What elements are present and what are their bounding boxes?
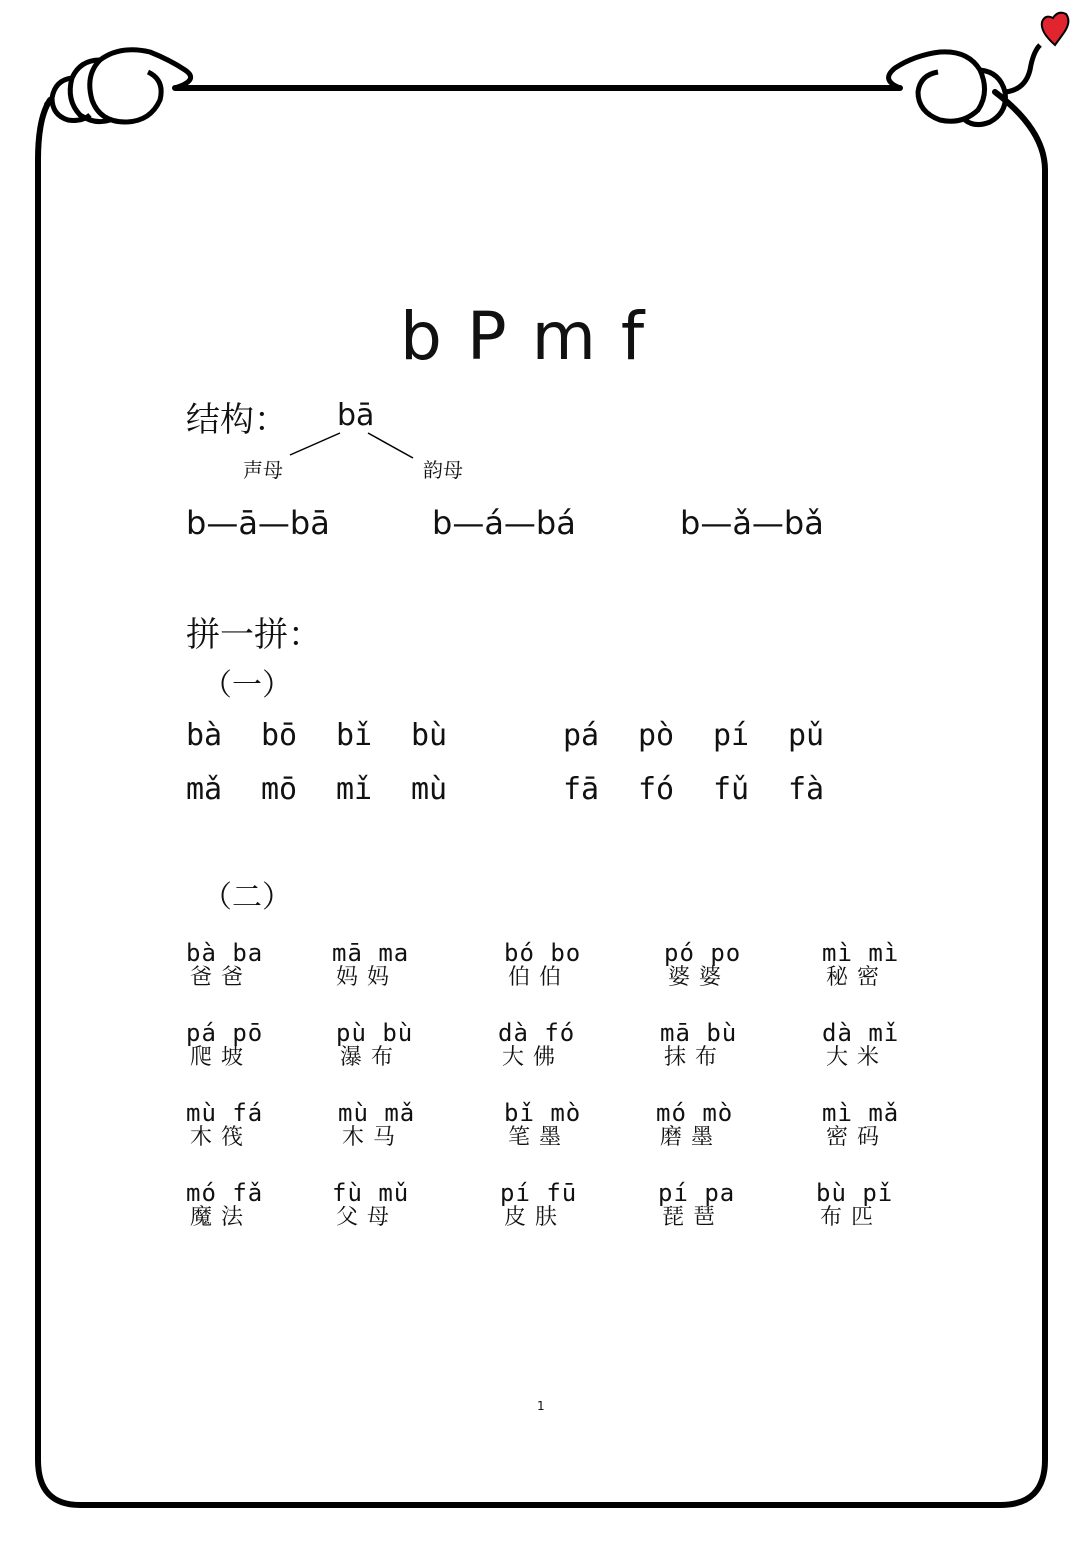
word-card — [186, 1180, 306, 1230]
word-pinyin: dà fó — [498, 1019, 576, 1047]
syllable: pò — [638, 718, 675, 753]
word-pinyin: mā ma — [332, 939, 410, 967]
syllable: pí — [713, 718, 750, 753]
word-hanzi: 木 马 — [342, 1125, 396, 1150]
word-card — [336, 1020, 456, 1070]
word-card — [186, 1020, 306, 1070]
word-hanzi: 磨 墨 — [660, 1125, 714, 1150]
word-hanzi: 大 佛 — [502, 1045, 556, 1070]
word-hanzi: 抹 布 — [664, 1045, 718, 1070]
curl-left-icon — [46, 50, 190, 122]
word-hanzi: 大 米 — [826, 1045, 880, 1070]
word-card — [822, 940, 942, 990]
word-pinyin: mì mì — [822, 939, 900, 967]
word-hanzi: 伯 伯 — [508, 965, 562, 990]
word-pinyin: mā bù — [660, 1019, 738, 1047]
practice-heading: 拼一拼： — [186, 615, 322, 655]
word-hanzi: 笔 墨 — [508, 1125, 562, 1150]
syllable: fā — [563, 772, 600, 807]
combo-1: b—ā—bā — [186, 504, 330, 542]
word-hanzi: 木 筏 — [190, 1125, 244, 1150]
word-hanzi: 布 匹 — [820, 1205, 874, 1230]
syllable: mō — [261, 772, 298, 807]
syllable: bà — [186, 718, 223, 753]
word-pinyin: pá pō — [186, 1019, 264, 1047]
section-two-label: （二） — [202, 880, 292, 915]
syllable: bǐ — [336, 718, 373, 753]
word-pinyin: bù pǐ — [816, 1179, 894, 1207]
word-pinyin: mó fǎ — [186, 1179, 264, 1207]
page-number: 1 — [537, 1399, 545, 1413]
word-pinyin: dà mǐ — [822, 1019, 900, 1047]
word-pinyin: mì mǎ — [822, 1099, 900, 1127]
word-pinyin: mù mǎ — [338, 1099, 416, 1127]
structure-syllable: bā — [337, 398, 375, 433]
word-card — [816, 1180, 936, 1230]
word-pinyin: mù fá — [186, 1099, 264, 1127]
word-card — [186, 940, 306, 990]
word-card — [332, 940, 452, 990]
word-card — [822, 1100, 942, 1150]
word-card — [658, 1180, 778, 1230]
heart-icon — [1042, 13, 1069, 45]
word-card — [500, 1180, 620, 1230]
final-label: 韵母 — [423, 458, 463, 482]
word-hanzi: 爬 坡 — [190, 1045, 244, 1070]
word-card — [822, 1020, 942, 1070]
word-hanzi: 魔 法 — [190, 1205, 244, 1230]
structure-label: 结构： — [186, 400, 288, 440]
word-card — [504, 940, 624, 990]
struct-line-left — [290, 433, 340, 455]
syllable: mǐ — [336, 772, 373, 807]
struct-line-right — [368, 433, 413, 458]
word-card — [504, 1100, 624, 1150]
word-hanzi: 婆 婆 — [668, 965, 722, 990]
word-hanzi: 密 码 — [826, 1125, 880, 1150]
syllable: mù — [411, 772, 448, 807]
page-title: b P m f — [400, 298, 647, 375]
syllable: fó — [638, 772, 675, 807]
word-hanzi: 琵 琶 — [662, 1205, 716, 1230]
combo-2: b—á—bá — [432, 504, 576, 542]
word-card — [332, 1180, 452, 1230]
word-pinyin: pù bù — [336, 1019, 414, 1047]
word-card — [186, 1100, 306, 1150]
syllable: bù — [411, 718, 448, 753]
combo-3: b—ǎ—bǎ — [680, 504, 824, 542]
word-card — [498, 1020, 618, 1070]
syllable: pǔ — [788, 718, 825, 753]
word-hanzi: 秘 密 — [826, 965, 880, 990]
word-card — [660, 1020, 780, 1070]
initial-label: 声母 — [243, 458, 283, 482]
word-pinyin: bà ba — [186, 939, 264, 967]
syllable: mǎ — [186, 772, 223, 807]
word-pinyin: pí fū — [500, 1179, 578, 1207]
word-pinyin: fù mǔ — [332, 1179, 410, 1207]
section-one-label: （一） — [202, 668, 292, 703]
word-hanzi: 皮 肤 — [504, 1205, 558, 1230]
word-hanzi: 爸 爸 — [190, 965, 244, 990]
word-hanzi: 父 母 — [336, 1205, 390, 1230]
word-pinyin: bó bo — [504, 939, 582, 967]
syllable: fǔ — [713, 772, 750, 807]
word-hanzi: 瀑 布 — [340, 1045, 394, 1070]
syllable: fà — [788, 772, 825, 807]
word-card — [664, 940, 784, 990]
word-pinyin: pí pa — [658, 1179, 736, 1207]
word-hanzi: 妈 妈 — [336, 965, 390, 990]
syllable: bō — [261, 718, 298, 753]
word-pinyin: bǐ mò — [504, 1099, 582, 1127]
word-pinyin: pó po — [664, 939, 742, 967]
word-card — [656, 1100, 776, 1150]
word-card — [338, 1100, 458, 1150]
word-pinyin: mó mò — [656, 1099, 734, 1127]
syllable: pá — [563, 718, 600, 753]
